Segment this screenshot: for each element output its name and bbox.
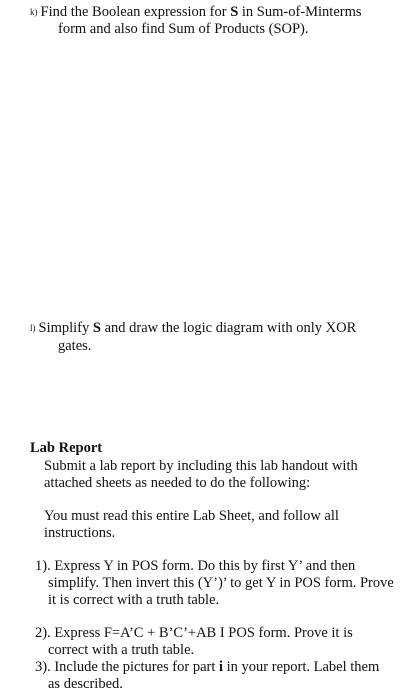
lab-report-step-1-line-1: 1). Express Y in POS form. Do this by first Y’ and then	[35, 558, 356, 574]
item-k-variable-s: S	[230, 4, 239, 20]
item-l-text-post: and draw the logic diagram with only XOR	[100, 320, 357, 336]
item-l-line-2: gates.	[58, 338, 92, 354]
item-k-line-1	[30, 4, 362, 21]
step-3-part-i: i	[219, 659, 224, 675]
lab-report-step-2-line-1: 2). Express F=A’C + B’C’+AB I POS form. Prove it is	[35, 625, 353, 641]
item-k-text-pre: Find the Boolean expression for	[40, 4, 231, 20]
item-k-text-post: in Sum-of-Minterms	[238, 4, 362, 20]
lab-report-must-line-2: instructions.	[44, 525, 116, 541]
item-k-marker: k)	[30, 7, 38, 17]
lab-report-step-3-line-1	[35, 659, 379, 676]
lab-report-intro-line-2: attached sheets as needed to do the following:	[44, 475, 311, 491]
lab-report-step-1-line-2: simplify. Then invert this (Y’)’ to get Y in POS form. Prove	[48, 575, 394, 591]
lab-report-heading: Lab Report	[30, 440, 103, 456]
step-3-text-pre: 3). Include the pictures for part	[35, 659, 219, 675]
lab-report-step-2-line-2: correct with a truth table.	[48, 642, 195, 658]
item-l-marker: l)	[30, 323, 36, 333]
step-3-text-post: in your report. Label them	[223, 659, 380, 675]
lab-report-step-1-line-3: it is correct with a truth table.	[48, 592, 220, 608]
item-l-variable-s: S	[92, 320, 101, 336]
lab-report-intro-line-1: Submit a lab report by including this lab handout with	[44, 458, 358, 474]
lab-report-step-3-line-2: as described.	[48, 676, 123, 692]
lab-report-must-line-1: You must read this entire Lab Sheet, and follow all	[44, 508, 339, 524]
item-l-text-pre: Simplify	[38, 320, 93, 336]
item-k-line-2: form and also find Sum of Products (SOP).	[58, 21, 309, 37]
item-l-line-1	[30, 320, 356, 337]
